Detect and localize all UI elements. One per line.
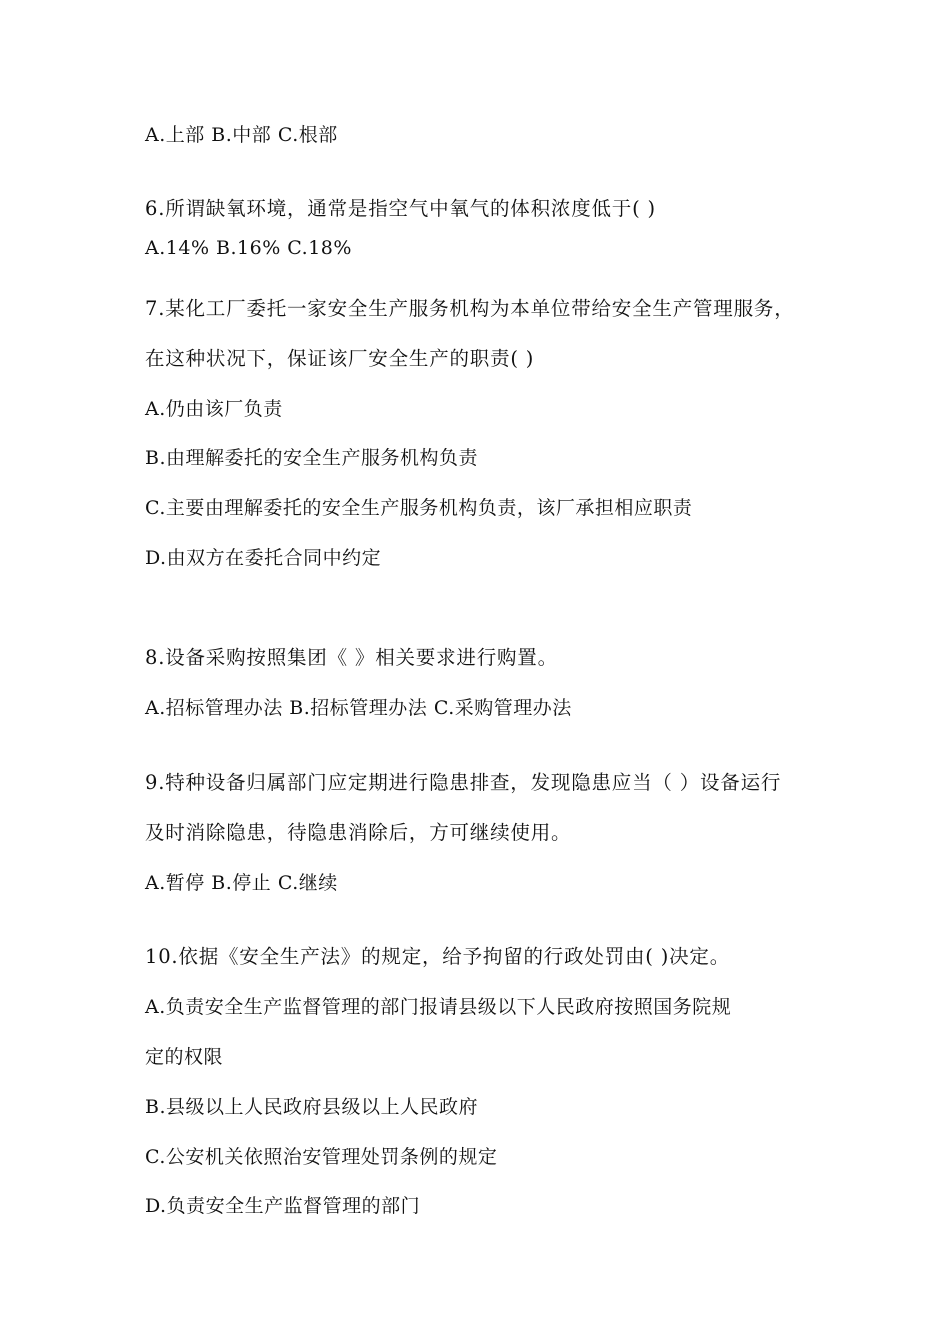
q7-question-line-2: 在这种状况下，保证该厂安全生产的职责( ): [145, 347, 535, 370]
q9-question-line-1: 9.特种设备归属部门应定期进行隐患排查，发现隐患应当（ ）设备运行: [145, 771, 782, 794]
q7-option-d: D.由双方在委托合同中约定: [145, 547, 382, 569]
q7-option-c: C.主要由理解委托的安全生产服务机构负责，该厂承担相应职责: [145, 497, 693, 519]
q9-question-line-2: 及时消除隐患，待隐患消除后，方可继续使用。: [145, 821, 572, 844]
q10-question: 10.依据《安全生产法》的规定，给予拘留的行政处罚由( )决定。: [145, 945, 731, 968]
q7-option-b: B.由理解委托的安全生产服务机构负责: [145, 447, 479, 469]
q10-option-d: D.负责安全生产监督管理的部门: [145, 1195, 421, 1217]
q7-option-a: A.仍由该厂负责: [145, 398, 283, 420]
q8-question: 8.设备采购按照集团《 》相关要求进行购置。: [145, 646, 558, 669]
q10-option-c: C.公安机关依照治安管理处罚条例的规定: [145, 1146, 498, 1168]
q9-options: A.暂停 B.停止 C.继续: [145, 872, 338, 894]
q7-question-line-1: 7.某化工厂委托一家安全生产服务机构为本单位带给安全生产管理服务，: [145, 297, 795, 320]
q6-options: A.14% B.16% C.18%: [145, 237, 352, 259]
q10-option-b: B.县级以上人民政府县级以上人民政府: [145, 1096, 479, 1118]
q8-options: A.招标管理办法 B.招标管理办法 C.采购管理办法: [145, 697, 572, 719]
q6-question: 6.所谓缺氧环境，通常是指空气中氧气的体积浓度低于( ): [145, 197, 656, 220]
q5-options: A.上部 B.中部 C.根部: [145, 124, 338, 146]
q10-option-a-line-2: 定的权限: [145, 1046, 224, 1068]
q10-option-a-line-1: A.负责安全生产监督管理的部门报请县级以下人民政府按照国务院规: [145, 996, 732, 1018]
